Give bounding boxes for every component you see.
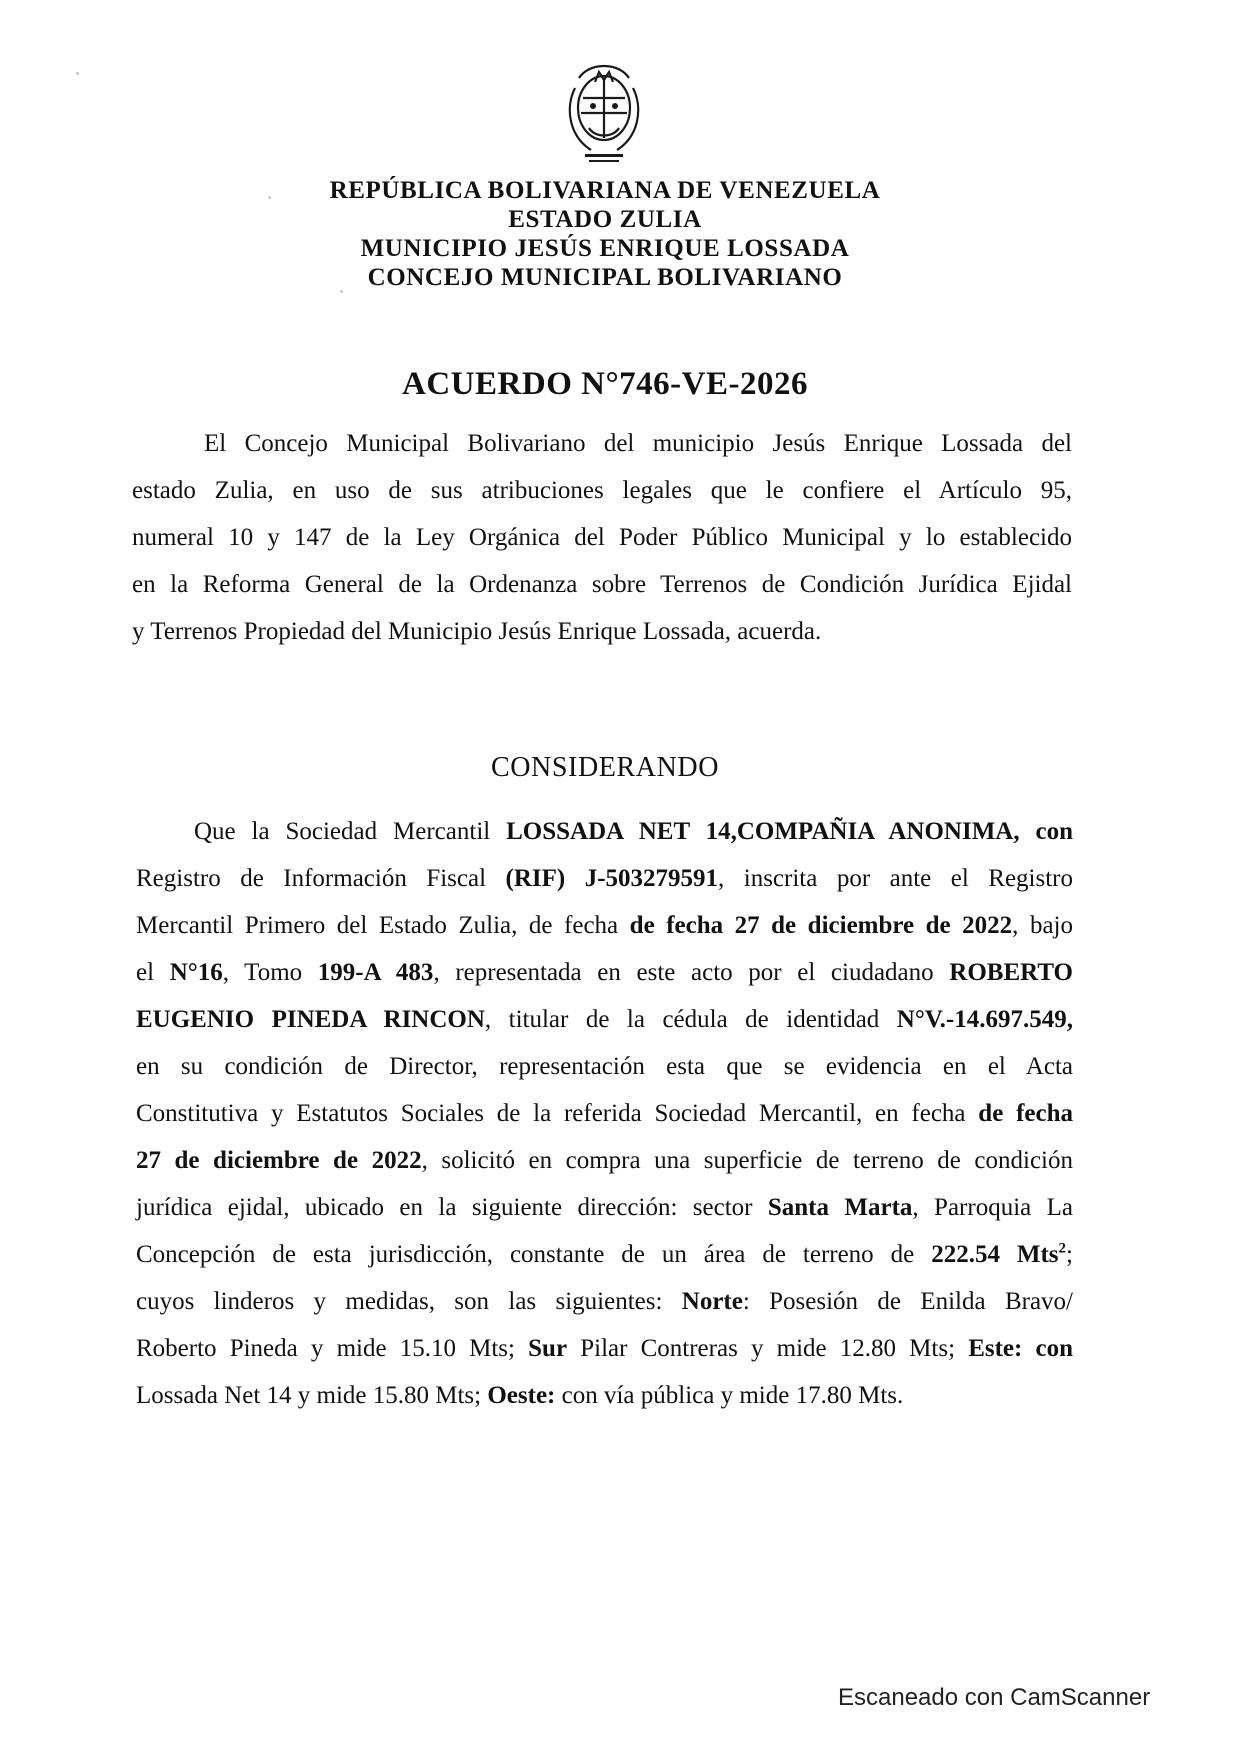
coat-of-arms-seal-icon [555, 58, 653, 176]
text-run: , Parroquia La [912, 1194, 1073, 1221]
representative-name: EUGENIO PINEDA RINCON [136, 1006, 485, 1033]
considerando-line [136, 808, 1073, 855]
header-country: REPÚBLICA BOLIVARIANA DE VENEZUELA [329, 177, 881, 204]
text-run: : Posesión de Enilda Bravo/ [742, 1288, 1073, 1315]
text-run: , con [1013, 818, 1074, 845]
text-run: Constitutiva y Estatutos Sociales de la referida Sociedad Mercantil, en fecha [136, 1100, 979, 1127]
text-run: con [1022, 1335, 1074, 1362]
document-title: ACUERDO N°746-VE-2026 [402, 366, 808, 402]
section-title-considerando: CONSIDERANDO [490, 752, 720, 783]
text-run: el [136, 959, 170, 986]
intro-line: en la Reforma General de la Ordenanza sobre Terrenos de Condición Jurídica Ejidal [132, 571, 1072, 598]
registration-number: N°16 [169, 959, 223, 986]
considerando-line [136, 996, 1073, 1043]
representative-name: ROBERTO [949, 959, 1073, 986]
rif-number: (RIF) J-503279591 [505, 865, 719, 892]
text-run: , Tomo [222, 959, 318, 986]
tomo-number: 199-A 483 [317, 959, 434, 986]
intro-line: El Concejo Municipal Bolivariano del municipio Jesús Enrique Lossada del [204, 430, 1072, 457]
boundary-label-norte: Norte [681, 1288, 743, 1315]
text-run: , titular de la cédula de identidad [484, 1006, 897, 1033]
text-run: de fecha [978, 1100, 1073, 1127]
text-run: ; [1066, 1241, 1073, 1268]
area-superscript: 2 [1058, 1240, 1067, 1257]
acta-date: 27 de diciembre de 2022 [136, 1147, 422, 1174]
boundary-label-sur: Sur [528, 1335, 568, 1362]
intro-line: estado Zulia, en uso de sus atribuciones legales que le confiere el Artículo 95, [132, 477, 1072, 504]
intro-line: numeral 10 y 147 de la Ley Orgánica del Poder Público Municipal y lo establecido [132, 524, 1072, 551]
text-run: cuyos linderos y medidas, son las siguientes: [136, 1288, 682, 1315]
text-run: , solicitó en compra una superficie de terreno de condición [421, 1147, 1073, 1174]
considerando-line [136, 1278, 1073, 1325]
camscanner-watermark: Escaneado con CamScanner [838, 1684, 1151, 1711]
header-state: ESTADO ZULIA [508, 206, 702, 233]
text-run: Que la Sociedad Mercantil [194, 818, 507, 845]
intro-paragraph [132, 420, 1072, 655]
text-run: Pilar Contreras y mide 12.80 Mts; [567, 1335, 969, 1362]
text-run: , bajo [1012, 912, 1073, 939]
text-run: Concepción de esta jurisdicción, constante de un área de terreno de [136, 1241, 932, 1268]
scan-speck [76, 72, 79, 75]
text-run: Roberto Pineda y mide 15.10 Mts; [136, 1335, 529, 1362]
considerando-line [136, 1184, 1073, 1231]
text-run: Registro de Información Fiscal [136, 865, 506, 892]
considerando-paragraph [136, 808, 1073, 1419]
registration-date: de fecha 27 de diciembre de 2022 [629, 912, 1013, 939]
header-council: CONCEJO MUNICIPAL BOLIVARIANO [367, 264, 843, 291]
text-run: con vía pública y mide 17.80 Mts. [555, 1382, 904, 1409]
considerando-line [136, 1231, 1073, 1278]
considerando-line [136, 1372, 1073, 1419]
text-run: Mercantil Primero del Estado Zulia, de fecha [136, 912, 630, 939]
considerando-line [136, 949, 1073, 996]
document-header [0, 176, 1210, 292]
text-run: , inscrita por ante el Registro [718, 865, 1073, 892]
considerando-line [136, 1137, 1073, 1184]
id-number: N°V.-14.697.549, [896, 1006, 1073, 1033]
considerando-line: en su condición de Director, representación esta que se evidencia en el Acta [136, 1053, 1073, 1080]
text-run: Lossada Net 14 y mide 15.80 Mts; [136, 1382, 488, 1409]
sector-name: Santa Marta [767, 1194, 913, 1221]
land-area-value: 222.54 Mts [931, 1241, 1059, 1268]
considerando-line [136, 1090, 1073, 1137]
land-area [931, 1241, 1066, 1268]
considerando-line [136, 902, 1073, 949]
boundary-label-este: Este: [968, 1335, 1023, 1362]
header-municipality: MUNICIPIO JESÚS ENRIQUE LOSSADA [360, 235, 850, 262]
company-name: LOSSADA NET 14,COMPAÑIA ANONIMA [506, 818, 1014, 845]
intro-line: y Terrenos Propiedad del Municipio Jesús Enrique Lossada, acuerda. [132, 618, 822, 645]
considerando-line [136, 1325, 1073, 1372]
text-run: jurídica ejidal, ubicado en la siguiente dirección: sector [136, 1194, 768, 1221]
text-run: , representada en este acto por el ciudadano [433, 959, 950, 986]
considerando-line [136, 855, 1073, 902]
boundary-label-oeste: Oeste: [487, 1382, 556, 1409]
